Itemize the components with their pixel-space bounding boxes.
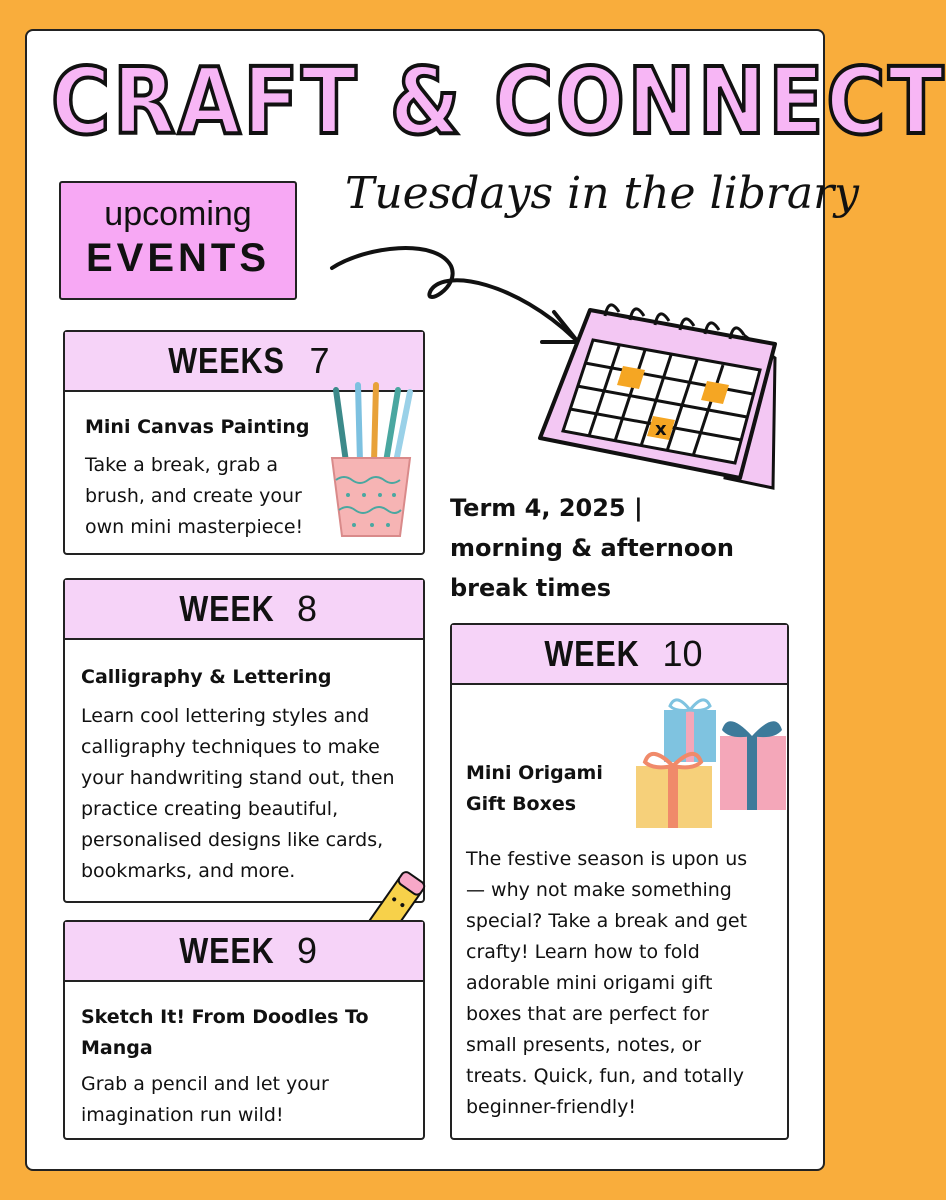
event-card-week-8 bbox=[63, 578, 425, 903]
desc-line: bookmarks, and more. bbox=[81, 860, 296, 882]
upcoming-events-badge bbox=[59, 181, 297, 300]
week-label: WEEK bbox=[179, 588, 275, 629]
desc-line: your handwriting stand out, then bbox=[81, 767, 395, 789]
card-header bbox=[65, 580, 423, 640]
week-label: WEEKS bbox=[168, 340, 286, 381]
week-number: 10 bbox=[662, 633, 703, 674]
desc-line: special? Take a break and get bbox=[466, 910, 748, 932]
desc-line: brush, and create your bbox=[85, 485, 302, 507]
term-line-1: Term 4, 2025 | bbox=[450, 494, 643, 522]
event-description bbox=[81, 1069, 329, 1131]
desc-line: boxes that are perfect for bbox=[466, 1003, 709, 1025]
desc-line: personalised designs like cards, bbox=[81, 829, 384, 851]
event-title bbox=[466, 758, 603, 820]
desc-line: Take a break, grab a bbox=[85, 454, 278, 476]
term-line-3: break times bbox=[450, 574, 612, 602]
event-title bbox=[81, 1002, 369, 1064]
event-description bbox=[466, 844, 747, 1123]
week-label: WEEK bbox=[544, 633, 641, 674]
title-line: Sketch It! From Doodles To bbox=[81, 1006, 369, 1028]
week-number: 9 bbox=[296, 930, 318, 971]
event-card-week-9 bbox=[63, 920, 425, 1140]
term-info bbox=[450, 488, 780, 608]
desc-line: own mini masterpiece! bbox=[85, 516, 304, 538]
week-number: 7 bbox=[309, 340, 330, 381]
title-line: Mini Origami bbox=[466, 762, 603, 784]
desc-line: crafty! Learn how to fold bbox=[466, 941, 700, 963]
desc-line: treats. Quick, fun, and totally bbox=[466, 1065, 745, 1087]
events-label: EVENTS bbox=[85, 236, 271, 280]
week-number: 8 bbox=[296, 588, 318, 629]
event-description bbox=[81, 701, 395, 887]
gift-boxes-icon bbox=[632, 688, 792, 833]
desc-line: calligraphy techniques to make bbox=[81, 736, 380, 758]
desc-line: Learn cool lettering styles and bbox=[81, 705, 370, 727]
desc-line: — why not make something bbox=[466, 879, 732, 901]
event-title: Calligraphy & Lettering bbox=[81, 666, 332, 688]
desc-line: beginner-friendly! bbox=[466, 1096, 637, 1118]
poster-subtitle: Tuesdays in the library bbox=[345, 168, 860, 219]
desc-line: practice creating beautiful, bbox=[81, 798, 339, 820]
svg-text:x: x bbox=[655, 419, 667, 440]
upcoming-label: upcoming bbox=[104, 195, 252, 233]
card-header bbox=[452, 625, 787, 685]
desc-line: imagination run wild! bbox=[81, 1104, 284, 1126]
event-description bbox=[85, 450, 303, 543]
calendar-icon bbox=[535, 288, 785, 493]
desc-line: small presents, notes, or bbox=[466, 1034, 702, 1056]
title-line: Manga bbox=[81, 1037, 153, 1059]
week-label: WEEK bbox=[179, 930, 275, 971]
card-header bbox=[65, 922, 423, 982]
desc-line: adorable mini origami gift bbox=[466, 972, 713, 994]
desc-line: The festive season is upon us bbox=[466, 848, 748, 870]
event-title: Mini Canvas Painting bbox=[85, 416, 310, 438]
title-line: Gift Boxes bbox=[466, 793, 577, 815]
desc-line: Grab a pencil and let your bbox=[81, 1073, 329, 1095]
paintbrush-cup-icon bbox=[326, 380, 416, 540]
poster-title: CRAFT & CONNECT bbox=[50, 48, 946, 155]
term-line-2: morning & afternoon bbox=[450, 534, 734, 562]
